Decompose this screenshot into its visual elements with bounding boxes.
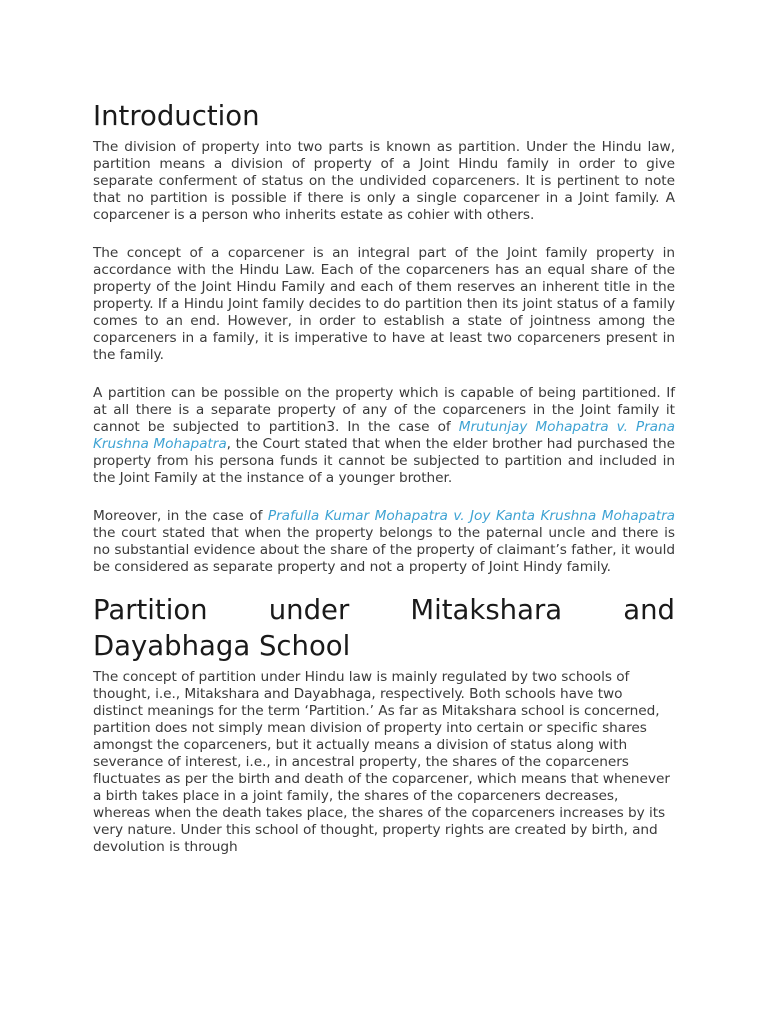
- intro-paragraph-4: [93, 508, 675, 576]
- case-citation-prafulla[interactable]: Prafulla Kumar Mohapatra v. Joy Kanta Krushna Mohapatra: [267, 508, 675, 524]
- heading-word: under: [268, 594, 350, 626]
- case-citation-mrutunjay[interactable]: Mrutunjay Mohapatra v. Prana Krushna Mohapatra: [93, 419, 675, 452]
- heading-word: Partition: [93, 594, 208, 626]
- partition-heading-line-1: [93, 592, 675, 628]
- partition-heading-line-2: Dayabhaga School: [93, 630, 351, 662]
- introduction-heading: Introduction: [93, 100, 260, 132]
- partition-heading: [93, 592, 675, 664]
- paragraph-text: Moreover, in the case of: [93, 508, 268, 524]
- paragraph-text: , the Court stated that when the elder brother had purchased the property from his persona funds it cannot be subjected to partition and included in the Joint Family at the instance of a younger brother.: [93, 436, 675, 486]
- intro-paragraph-2: The concept of a coparcener is an integral part of the Joint family property in accordance with the Hindu Law. Each of the coparceners has an equal share of the property of the Joint Hindu Family and each of them reserves an inherent title in the property. If a Hindu Joint family decides to do partition then its joint status of a family comes to an end. However, in order to establish a state of jointness among the coparceners in a family, it is imperative to have at least two coparceners present in the family.: [93, 245, 675, 363]
- heading-word: Mitakshara: [410, 594, 563, 626]
- partition-paragraph-1: The concept of partition under Hindu law is mainly regulated by two schools of thought, i.e., Mitakshara and Dayabhaga, respectively. Both schools have two distinct meanings for the term ‘Partition.’ As far as Mitakshara school is concerned, partition does not simply mean division of property into certain or specific shares amongst the coparceners, but it actually means a division of status along with severance of interest, i.e., in ancestral property, the shares of the coparceners fluctuates as per the birth and death of the coparcener, which means that whenever a birth takes place in a joint family, the shares of the coparceners decreases, whereas when the death takes place, the shares of the coparceners increases by its very nature. Under this school of thought, property rights are created by birth, and devolution is through: [93, 669, 670, 855]
- paragraph-text: A partition can be possible on the property which is capable of being partitioned. If at all there is a separate property of any of the coparceners in the Joint family it cannot be subjected to partition3. In the case of: [93, 385, 675, 435]
- intro-paragraph-1: The division of property into two parts is known as partition. Under the Hindu law, partition means a division of property of a Joint Hindu family in order to give separate conferment of status on the undivided coparceners. It is pertinent to note that no partition is possible if there is only a single coparcener in a Joint family. A coparcener is a person who inherits estate as cohier with others.: [93, 139, 675, 223]
- paragraph-text: the court stated that when the property belongs to the paternal uncle and there is no substantial evidence about the share of the property of claimant’s father, it would be considered as separate property and not a property of Joint Hindy family.: [93, 525, 675, 575]
- heading-word: and: [623, 594, 675, 626]
- document-page: [93, 96, 675, 856]
- intro-paragraph-3: [93, 385, 675, 487]
